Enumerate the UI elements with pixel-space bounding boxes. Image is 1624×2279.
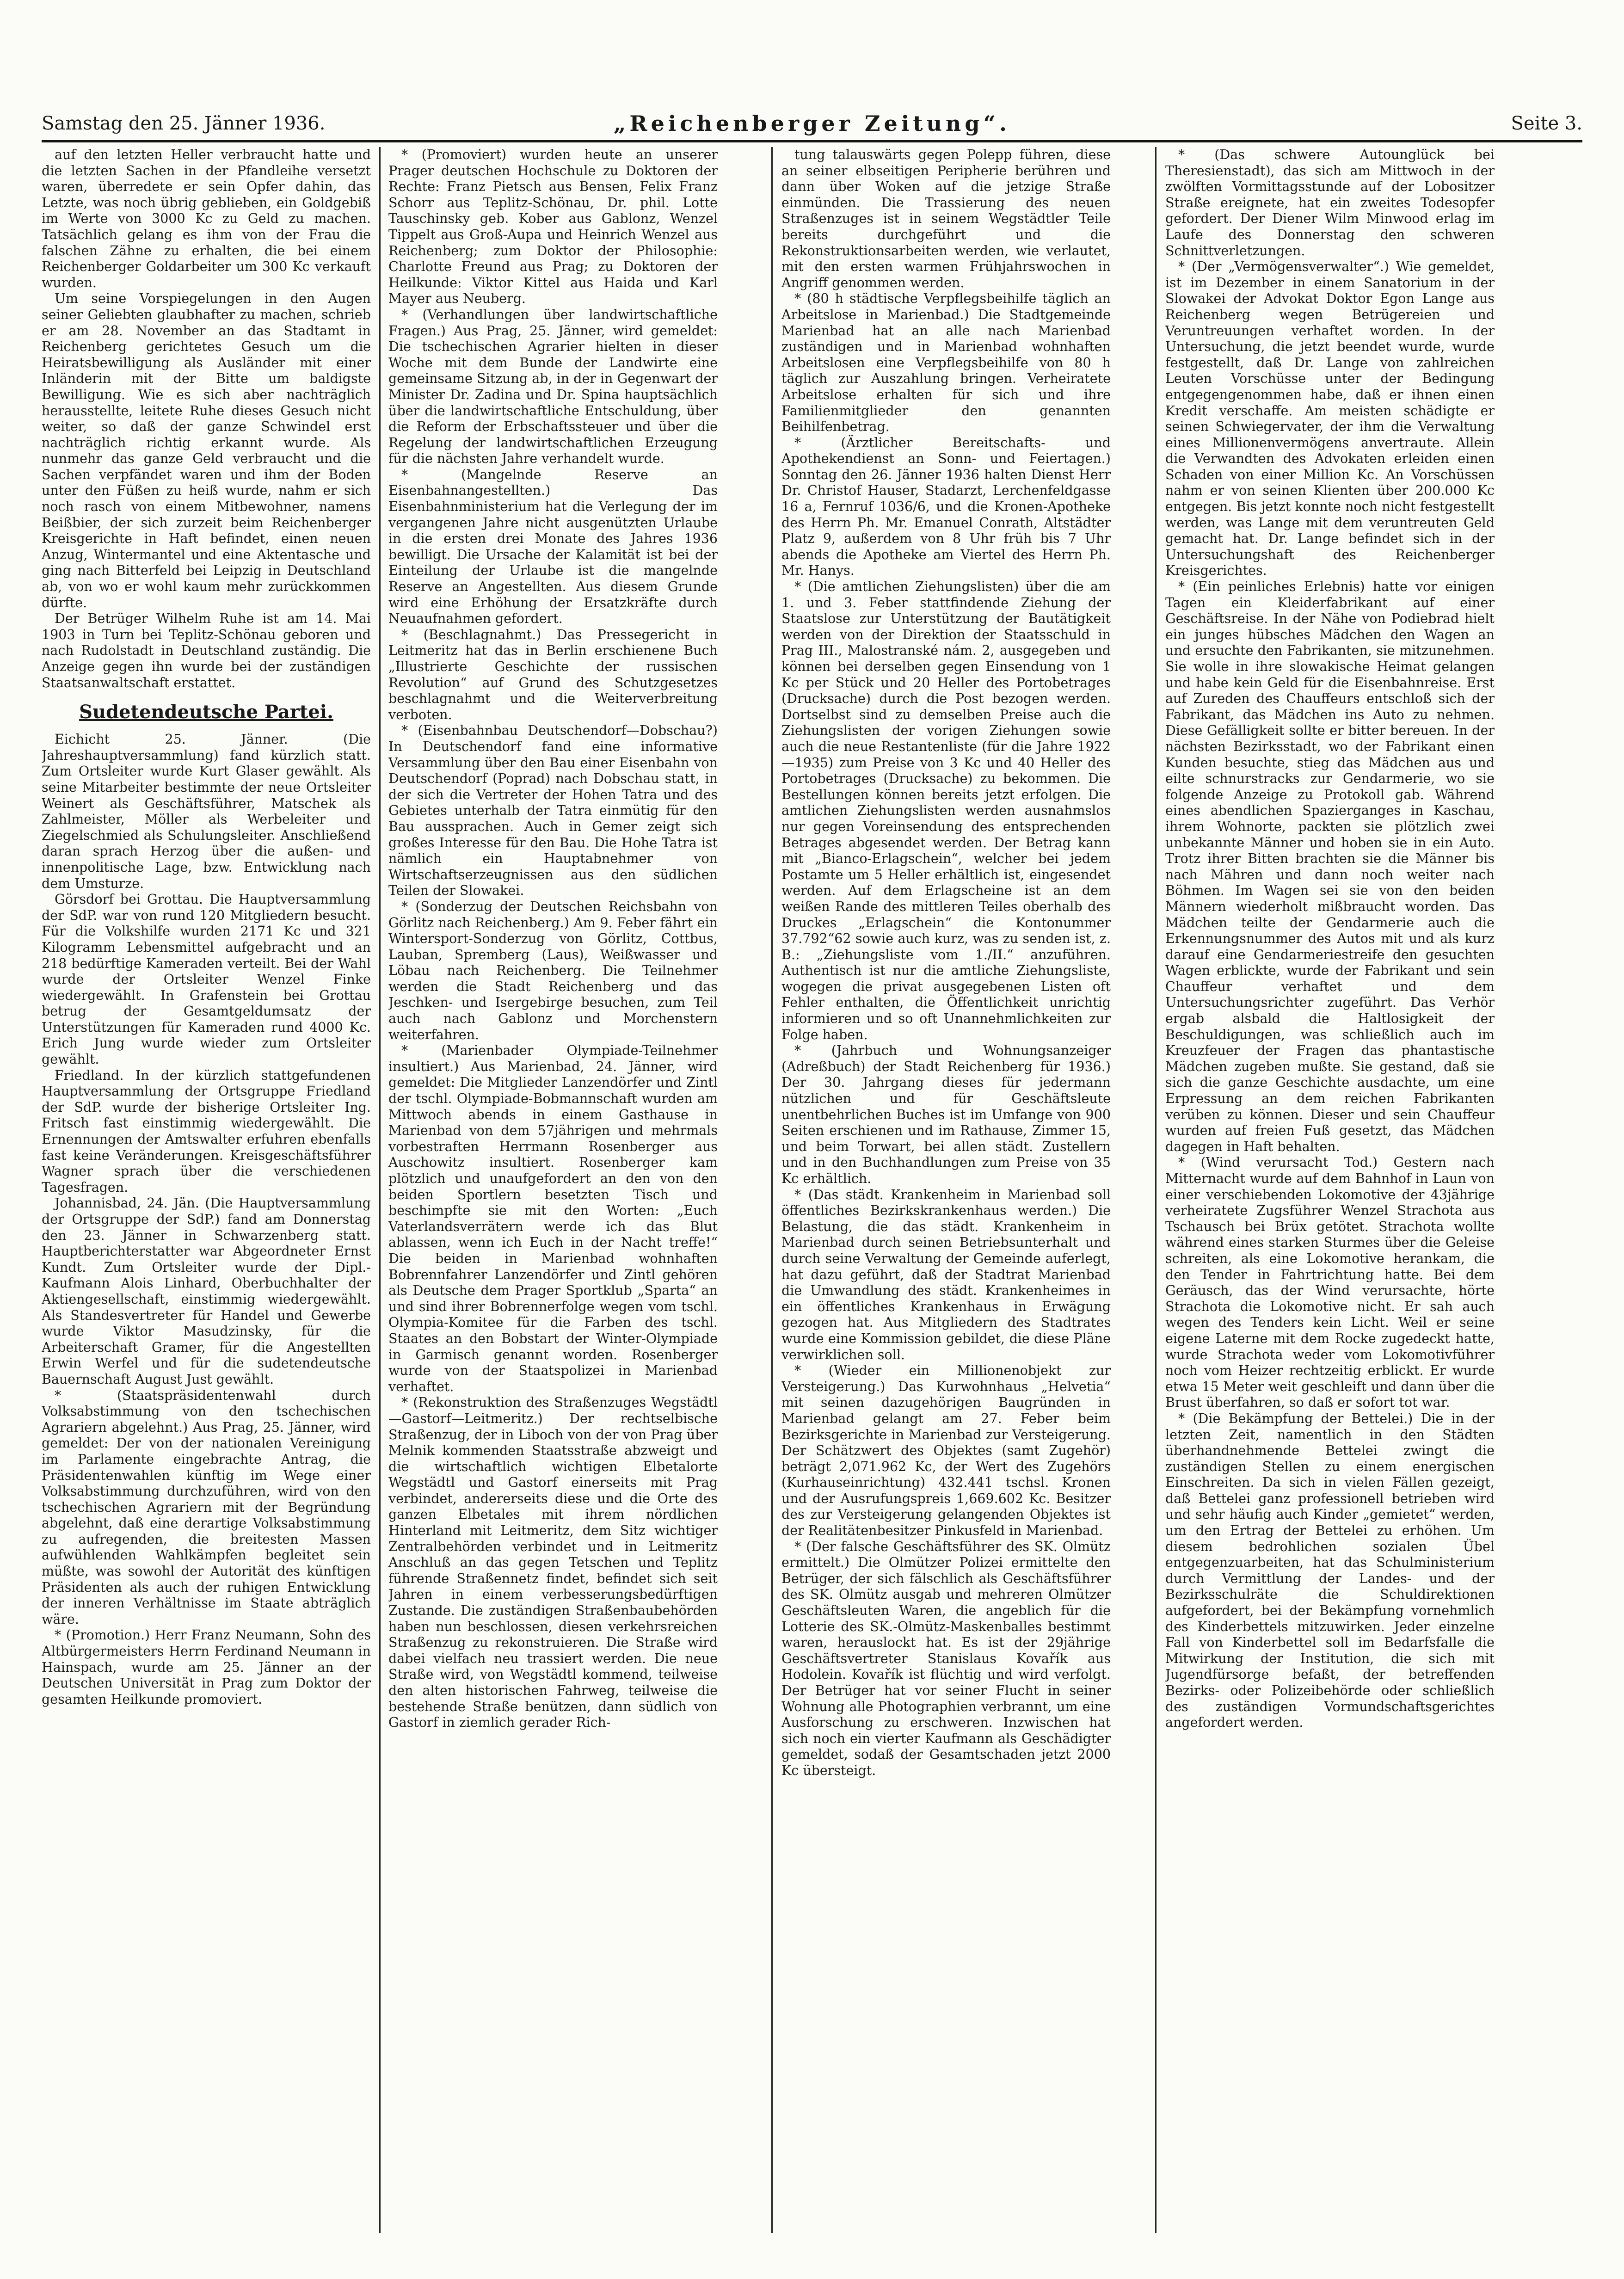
- article-paragraph: * (Ärztlicher Bereitschafts- und Apothekendienst an Sonn- und Feiertagen.) Sonntag den 26. Jänner 1936 halten Dienst Herr Dr. Christof Hauser, Stadarzt, Lerchenfeldgasse 16 a, Fernruf 1036/6, und die Kronen-Apotheke des Herrn Ph. Mr. Emanuel Conrath, Altstädter Platz 9, außerdem von 8 Uhr früh bis 7 Uhr abends die Apotheke am Viertel des Herrn Ph. Mr. Hanys.: [781, 435, 1111, 579]
- article-paragraph: * (Wind verursacht Tod.) Gestern nach Mitternacht wurde auf dem Bahnhof in Laun von einer verschiebenden Lokomotive der 43jährige verheiratete Zugsführer Wenzel Strachota aus Tschausch bei Brüx getötet. Strachota wollte während eines starken Sturmes über die Geleise schreiten, als eine Lokomotive herankam, die den Tender in Fahrtrichtung hatte. Bei dem Geräusch, das der Wind verursachte, hörte Strachota die Lokomotive nicht. Er sah auch wegen des Tenders kein Licht. Weil er seine eigene Laterne mit dem Rocke zugedeckt hatte, wurde Strachota weder vom Lokomotivführer noch vom Heizer rechtzeitig erblickt. Er wurde etwa 15 Meter weit geschleift und dann über die Brust überfahren, so daß er sofort tot war.: [1165, 1155, 1495, 1411]
- article-paragraph: Eichicht 25. Jänner. (Die Jahreshauptversammlung) fand kürzlich statt. Zum Ortsleiter wurde Kurt Glaser gewählt. Als seine Mitarbeiter bestimmte der neue Ortsleiter Weinert als Geschäftsführer, Matschek als Zahlmeister, Möller als Werbeleiter und Ziegelschmied als Schulungsleiter. Anschließend daran sprach Herzog über die außen- und innenpolitische Lage, bzw. Entwicklung nach dem Umsturze.: [42, 732, 371, 891]
- article-paragraph: * (Jahrbuch und Wohnungsanzeiger (Adreßbuch) der Stadt Reichenberg für 1936.) Der 30. Jahrgang dieses für jedermann nützlichen und für Geschäftsleute unentbehrlichen Buches ist im Umfange von 900 Seiten erschienen und im Rathause, Zimmer 15, und beim Torwart, bei allen städt. Zustellern und in den Buchhandlungen zum Preise von 35 Kc erhältlich.: [781, 1043, 1111, 1186]
- article-paragraph: * (Promoviert) wurden heute an unserer Prager deutschen Hochschule zu Doktoren der Rechte: Franz Pietsch aus Bensen, Felix Franz Schorr aus Teplitz-Schönau, Dr. phil. Lotte Tauschinsky geb. Kober aus Gablonz, Wenzel Tippelt aus Groß-Aupa und Heinrich Wenzel aus Reichenberg; zum Doktor der Philosophie: Charlotte Freund aus Prag; zu Doktoren der Heilkunde: Viktor Kittel aus Haida und Karl Mayer aus Neuberg.: [388, 147, 718, 307]
- article-paragraph: * (Mangelnde Reserve an Eisenbahnangestellten.) Das Eisenbahnministerium hat die Verlegung der im vergangenen Jahre nicht ausgenützten Urlaube in die ersten drei Monate des Jahres 1936 bewilligt. Die Ursache der Kalamität ist bei der Einteilung der Urlaube ist die mangelnde Reserve an Angestellten. Aus diesem Grunde wird eine Erhöhung der Ersatzkräfte durch Neuaufnahmen gefordert.: [388, 467, 718, 627]
- article-paragraph: * (Die Bekämpfung der Bettelei.) Die in der letzten Zeit, namentlich in den Städten überhandnehmende Bettelei zwingt die zuständigen Stellen zu einem energischen Einschreiten. Da sich in vielen Fällen gezeigt, daß Bettelei ganz professionell betrieben wird und sehr häufig auch Kinder „gemietet“ werden, um den Ertrag der Bettelei zu erhöhen. Um diesem bedrohlichen sozialen Übel entgegenzuarbeiten, hat das Schulministerium durch Vermittlung der Landes- und der Bezirksschulräte die Schuldirektionen aufgefordert, bei der Bekämpfung vornehmlich des Kinderbettels mitzuwirken. Jeder einzelne Fall von Kinderbettel soll im Bedarfsfalle die Mitwirkung der Institution, die sich mit Jugendfürsorge befaßt, der betreffenden Bezirks- oder Polizeibehörde oder schließlich des zuständigen Vormundschaftsgerichtes angefordert werden.: [1165, 1411, 1495, 1731]
- newspaper-title: „Reichenberger Zeitung“.: [613, 111, 1011, 136]
- article-paragraph: * (Promotion.) Herr Franz Neumann, Sohn des Altbürgermeisters Herrn Ferdinand Neumann in Hainspach, wurde am 25. Jänner an der Deutschen Universität in Prag zum Doktor der gesamten Heilkunde promoviert.: [42, 1627, 371, 1707]
- article-paragraph: Johannisbad, 24. Jän. (Die Hauptversammlung der Ortsgruppe der SdP.) fand am Donnerstag den 23. Jänner in Schwarzenberg statt. Hauptberichterstatter war Abgeordneter Ernst Kundt. Zum Ortsleiter wurde der Dipl.-Kaufmann Alois Linhard, Oberbuchhalter der Aktiengesellschaft, einstimmig wiedergewählt. Als Standesvertreter für Handel und Gewerbe wurde Viktor Masudzinsky, für die Arbeiterschaft Gramer, für die Angestellten Erwin Werfel und für die sudetendeutsche Bauernschaft August Just gewählt.: [42, 1195, 371, 1387]
- column-4: [1165, 147, 1495, 2233]
- page-header: [42, 107, 1582, 140]
- article-paragraph: tung talauswärts gegen Polepp führen, diese an seiner elbseitigen Peripherie berühren und dann über Woken auf die jetzige Straße einmünden. Die Trassierung des neuen Straßenzuges ist in seinem Wegstädtler Teile bereits durchgeführt und die Rekonstruktionsarbeiten werden, wie verlautet, mit den ersten warmen Frühjahrswochen in Angriff genommen werden.: [781, 147, 1111, 290]
- column-2: [388, 147, 718, 2233]
- article-paragraph: auf den letzten Heller verbraucht hatte und die letzten Sachen in der Pfandleihe versetzt waren, überredete er sein Opfer dahin, das Letzte, was noch übrig geblieben, ein Goldgebiß im Werte von 3000 Kc zu Geld zu machen. Tatsächlich gelang es ihm von der Frau die falschen Zähne zu erhalten, die bei einem Reichenberger Goldarbeiter um 300 Kc verkauft wurden.: [42, 147, 371, 290]
- column-divider: [379, 147, 381, 2233]
- article-paragraph: * (Das städt. Krankenheim in Marienbad soll öffentliches Bezirkskrankenhaus werden.) Die Belastung, die das städt. Krankenheim in Marienbad durch seinen Betriebsunterhalt und durch seine Verwaltung der Gemeinde auferlegt, hat dazu geführt, daß der Stadtrat Marienbad die Umwandlung des städt. Krankenheimes in ein öffentliches Krankenhaus in Erwägung gezogen hat. Aus Mitgliedern des Stadtrates wurde eine Kommission gebildet, die diese Pläne verwirklichen soll.: [781, 1187, 1111, 1362]
- article-paragraph: * (Das schwere Autounglück bei Theresienstadt), das sich am Mittwoch in der zwölften Vormittagsstunde auf der Lobositzer Straße ereignete, hat ein zweites Todesopfer gefordert. Der Diener Wilm Minwood erlag im Laufe des Donnerstag den schweren Schnittverletzungen.: [1165, 147, 1495, 259]
- article-paragraph: * (Der „Vermögensverwalter“.) Wie gemeldet, ist im Dezember in einem Sanatorium in der Slowakei der Advokat Doktor Egon Lange aus Reichenberg wegen Betrügereien und Veruntreuungen verhaftet worden. In der Untersuchung, die jetzt beendet wurde, wurde festgestellt, daß Dr. Lange von zahlreichen Leuten Vorschüsse unter der Bedingung entgegengenommen habe, daß er ihnen einen Kredit verschaffe. Am meisten schädigte er seinen Schwiegervater, der ihm die Verwaltung eines Millionenvermögens anvertraute. Allein die Verwandten des Advokaten erleiden einen Schaden von einer Million Kc. An Vorschüssen nahm er von seinen Klienten über 200.000 Kc entgegen. Bis jetzt konnte noch nicht festgestellt werden, was Lange mit dem veruntreuten Geld gemacht hat. Dr. Lange befindet sich in der Untersuchungshaft des Reichenberger Kreisgerichtes.: [1165, 259, 1495, 579]
- column-3: [781, 147, 1111, 2233]
- article-paragraph: * (Beschlagnahmt.) Das Pressegericht in Leitmeritz hat das in Berlin erschienene Buch „Illustrierte Geschichte der russischen Revolution“ auf Grund des Schutzgesetzes beschlagnahmt und die Weiterverbreitung verboten.: [388, 627, 718, 722]
- article-paragraph: * (Ein peinliches Erlebnis) hatte vor einigen Tagen ein Kleiderfabrikant auf einer Geschäftsreise. In der Nähe von Podiebrad hielt ein junges hübsches Mädchen den Wagen an und ersuchte den Fabrikanten, sie mitzunehmen. Sie wolle in ihre slowakische Heimat gelangen und habe kein Geld für die Eisenbahnreise. Erst auf Zureden des Chauffeurs entschloß sich der Fabrikant, das Mädchen ins Auto zu nehmen. Diese Gefälligkeit sollte er bitter bereuen. In der nächsten Bezirksstadt, wo der Fabrikant einen Kunden besuchte, stieg das Mädchen aus und eilte schnurstracks zur Gendarmerie, wo sie folgende Anzeige zu Protokoll gab. Während eines abendlichen Spazierganges in Kaschau, ihrem Wohnorte, packten sie plötzlich zwei unbekannte Männer und hoben sie in ein Auto. Trotz ihrer Bitten brachten sie die Männer bis nach Mähren und dann noch weiter nach Böhmen. Im Wagen sei sie von den beiden Männern wiederholt mißbraucht worden. Das Mädchen teilte der Gendarmerie auch die Erkennungsnummer des Autos mit und als kurz darauf eine Gendarmeriestreife den gesuchten Wagen erblickte, wurde der Fabrikant und sein Chauffeur verhaftet und dem Untersuchungsrichter zugeführt. Das Verhör ergab alsbald die Haltlosigkeit der Beschuldigungen, was schließlich auch im Kreuzfeuer der Fragen das phantastische Mädchen zugeben mußte. Sie gestand, daß sie sich die ganze Geschichte ausdachte, um eine Erpressung an dem reichen Fabrikanten verüben zu können. Dieser und sein Chauffeur wurden auf freien Fuß gesetzt, das Mädchen dagegen in Haft behalten.: [1165, 579, 1495, 1154]
- article-paragraph: Um seine Vorspiegelungen in den Augen seiner Geliebten glaubhafter zu machen, schrieb er am 28. November an das Stadtamt in Reichenberg gerichtetes Gesuch um die Heiratsbewilligung als Ausländer mit einer Inländerin mit der Bitte um baldigste Bewilligung. Wie es sich aber nachträglich herausstellte, leitete Ruhe dieses Gesuch nicht weiter, so daß der ganze Schwindel erst nachträglich richtig erkannt wurde. Als nunmehr das ganze Geld verbraucht und die Sachen verpfändet waren und ihm der Boden unter den Füßen zu heiß wurde, nahm er sich noch rasch von einem Mitbewohner, namens Beißbier, der sich zurzeit beim Reichenberger Kreisgerichte in Haft befindet, einen neuen Anzug, Wintermantel und eine Aktentasche und ging nach Bitterfeld bei Leipzig in Deutschland ab, von wo er wohl kaum mehr zurückkommen dürfte.: [42, 291, 371, 610]
- article-paragraph: * (Der falsche Geschäftsführer des SK. Olmütz ermittelt.) Die Olmützer Polizei ermittelte den Betrüger, der sich fälschlich als Geschäftsführer des SK. Olmütz ausgab und mehreren Olmützer Geschäftsleuten Waren, die angeblich für die Lotterie des SK.-Olmütz-Maskenballes bestimmt waren, herauslockt hat. Es ist der 29jährige Geschäftsvertreter Stanislaus Kovařík aus Hodolein. Kovařík ist flüchtig und wird verfolgt. Der Betrüger hat vor seiner Flucht in seiner Wohnung alle Photographien verbrannt, um eine Ausforschung zu erschweren. Inzwischen hat sich noch ein vierter Kaufmann als Geschädigter gemeldet, sodaß der Gesamtschaden jetzt 2000 Kc übersteigt.: [781, 1539, 1111, 1778]
- section-heading: Sudetendeutsche Partei.: [79, 701, 333, 723]
- article-paragraph: Der Betrüger Wilhelm Ruhe ist am 14. Mai 1903 in Turn bei Teplitz-Schönau geboren und nach Rudolstadt in Deutschland zuständig. Die Anzeige gegen ihn wurde bei der zuständigen Staatsanwaltschaft erstattet.: [42, 611, 371, 690]
- column-divider: [771, 147, 773, 2233]
- page-number: Seite 3.: [1511, 113, 1582, 134]
- article-paragraph: * (Staatspräsidentenwahl durch Volksabstimmung von den tschechischen Agrariern abgelehnt.) Aus Prag, 25. Jänner, wird gemeldet: Der von der nationalen Vereinigung im Parlamente eingebrachte Antrag, die Präsidentenwahlen künftig im Wege einer Volksabstimmung durchzuführen, wird von den tschechischen Agrariern mit der Begründung abgelehnt, daß eine derartige Volksabstimmung zu aufregenden, die breitesten Massen aufwühlenden Wahlkämpfen begleitet sein müßte, was sowohl der Autorität des künftigen Präsidenten als auch der ruhigen Entwicklung der inneren Verhältnisse im Staate abträglich wäre.: [42, 1387, 371, 1627]
- article-paragraph: * (Sonderzug der Deutschen Reichsbahn von Görlitz nach Reichenberg.) Am 9. Feber fährt ein Wintersport-Sonderzug von Görlitz, Cottbus, Lauban, Spremberg (Laus), Weißwasser und Löbau nach Reichenberg. Die Teilnehmer werden die Stadt Reichenberg und das Jeschken- und Isergebirge besuchen, zum Teil auch nach Gablonz und Morchenstern weiterfahren.: [388, 899, 718, 1042]
- article-paragraph: Friedland. In der kürzlich stattgefundenen Hauptversammlung der Ortsgruppe Friedland der SdP. wurde der bisherige Ortsleiter Ing. Fritsch fast einstimmig wiedergewählt. Die Ernennungen der Amtswalter erfuhren ebenfalls fast keine Veränderungen. Kreisgeschäftsführer Wagner sprach über die verschiedenen Tagesfragen.: [42, 1067, 371, 1195]
- article-paragraph: * (Verhandlungen über landwirtschaftliche Fragen.) Aus Prag, 25. Jänner, wird gemeldet: Die tschechischen Agrarier hielten in dieser Woche mit dem Bunde der Landwirte eine gemeinsame Sitzung ab, in der in Gegenwart der Minister Dr. Zadina und Dr. Spina hauptsächlich über die landwirtschaftliche Entschuldung, über die Reform der Erbschaftssteuer und über die Regelung der landwirtschaftlichen Erzeugung für die nächsten Jahre verhandelt wurde.: [388, 307, 718, 467]
- article-paragraph: * (Wieder ein Millionenobjekt zur Versteigerung.) Das Kurwohnhaus „Helvetia“ mit seinen dazugehörigen Baugründen in Marienbad gelangt am 27. Feber beim Bezirksgerichte in Marienbad zur Versteigerung. Der Schätzwert des Objektes (samt Zugehör) beträgt 2,071.962 Kc, der Wert des Zugehörs (Kurhauseinrichtung) 432.441 tschsl. Kronen und der Ausrufungspreis 1,669.602 Kc. Besitzer des zur Versteigerung gelangenden Objektes ist der Realitätenbesitzer Pinkusfeld in Marienbad.: [781, 1363, 1111, 1539]
- article-paragraph: * (Eisenbahnbau Deutschendorf—Dobschau?) In Deutschendorf fand eine informative Versammlung über den Bau einer Eisenbahn von Deutschendorf (Poprad) nach Dobschau statt, in der sich die Vertreter der Hohen Tatra und des Gebietes unterhalb der Tatra einmütig für den Bau aussprachen. Auch in Gemer zeigt sich großes Interesse für den Bau. Die Hohe Tatra ist nämlich ein Hauptabnehmer von Wirtschaftserzeugnissen aus den südlichen Teilen der Slowakei.: [388, 723, 718, 899]
- article-paragraph: * (Rekonstruktion des Straßenzuges Wegstädtl—Gastorf—Leitmeritz.) Der rechtselbische Straßenzug, der in Liboch von der von Prag über Melnik kommenden Staatsstraße abzweigt und die wirtschaftlich wichtigen Elbetalorte Wegstädtl und Gastorf einerseits mit Prag verbindet, andererseits diese und die Orte des ganzen Elbetales mit ihrem nördlichen Hinterland mit Leitmeritz, dem Sitz wichtiger Zentralbehörden verbindet und in Leitmeritz Anschluß an das gegen Tetschen und Teplitz führende Straßennetz findet, befindet sich seit Jahren in einem verbesserungsbedürftigen Zustande. Die zuständigen Straßenbaubehörden haben nun beschlossen, diesen verkehrsreichen Straßenzug zu rekonstruieren. Die Straße wird dabei vielfach neu trassiert werden. Die neue Straße wird, von Wegstädtl kommend, teilweise den alten historischen Fahrweg, teilweise die bestehende Straße benützen, dann südlich von Gastorf in ziemlich gerader Rich-: [388, 1395, 718, 1731]
- article-paragraph: * (Marienbader Olympiade-Teilnehmer insultiert.) Aus Marienbad, 24. Jänner, wird gemeldet: Die Mitglieder Lanzendörfer und Zintl der tschl. Olympiade-Bobmannschaft wurden am Mittwoch abends in einem Gasthause in Marienbad von dem 57jährigen und mehrmals vorbestraften Herrmann Rosenberger aus Auschowitz insultiert. Rosenberger kam plötzlich und unaufgefordert an den von den beiden Sportlern besetzten Tisch und beschimpfte sie mit den Worten: „Euch Vaterlandsverrätern werde ich das Blut ablassen, wenn ich Euch in der Nacht treffe!“ Die beiden in Marienbad wohnhaften Bobrennfahrer Lanzendörfer und Zintl gehören als Deutsche dem Prager Sportklub „Sparta“ an und sind ihrer Bobrennerfolge wegen vom tschl. Olympia-Komitee für die Farben des tschl. Staates an den Bobstart der Winter-Olympiade in Garmisch genannt worden. Rosenberger wurde von der Staatspolizei in Marienbad verhaftet.: [388, 1043, 718, 1394]
- issue-date: Samstag den 25. Jänner 1936.: [42, 113, 326, 134]
- article-paragraph: Görsdorf bei Grottau. Die Hauptversammlung der SdP. war von rund 120 Mitgliedern besucht. Für die Volkshilfe wurden 2171 Kc und 321 Kilogramm Lebensmittel aufgebracht und an 218 bedürftige Kameraden verteilt. Bei der Wahl wurde der Ortsleiter Wenzel Finke wiedergewählt. In Grafenstein bei Grottau betrug der Gesamtgeldumsatz der Unterstützungen für Kameraden rund 4000 Kc. Erich Jung wurde wieder zum Ortsleiter gewählt.: [42, 892, 371, 1067]
- article-paragraph: * (80 h städtische Verpflegsbeihilfe täglich an Arbeitslose in Marienbad.) Die Stadtgemeinde Marienbad hat an alle nach Marienbad zuständigen und in Marienbad wohnhaften Arbeitslosen eine Verpflegsbeihilfe von 80 h täglich zur Auszahlung bringen. Verheiratete Arbeitslose erhalten für sich und ihre Familienmitglieder den genannten Beihilfenbetrag.: [781, 291, 1111, 435]
- column-divider: [1155, 147, 1156, 2233]
- article-paragraph: * (Die amtlichen Ziehungslisten) über die am 1. und 3. Feber stattfindende Ziehung der Staatslose zur Unterstützung der Bautätigkeit werden von der Direktion der Staatsschuld in Prag III., Malostranské nám. 2, ausgegeben und können bei derselben gegen Einsendung von 1 Kc per Stück und 20 Heller des Portobetrages (Drucksache) durch die Post bezogen werden. Dortselbst sind zu demselben Preise auch die Ziehungslisten der vorigen Ziehungen sowie auch die neue Restantenliste (für die Jahre 1922—1935) zum Preise von 3 Kc und 40 Heller des Portobetrages (Drucksache) zu bekommen. Die Bestellungen können bereits jetzt erfolgen. Die amtlichen Ziehungslisten werden ausnahmslos nur gegen Voreinsendung des entsprechenden Betrages abgesendet werden. Der Betrag kann mit „Bianco-Erlagschein“, welcher bei jedem Postamte um 5 Heller erhältlich ist, eingesendet werden. Auf dem Erlagscheine ist an dem weißen Rande des mittleren Teiles oberhalb des Druckes „Erlagschein“ die Kontonummer 37.792“62 sowie auch kurz, was zu senden ist, z. B.: „Ziehungsliste vom 1./II.“ anzuführen. Authentisch ist nur die amtliche Ziehungsliste, wogegen die privat ausgegebenen Listen oft Fehler enthalten, die Öffentlichkeit unrichtig informieren und so oft Unannehmlichkeiten zur Folge haben.: [781, 579, 1111, 1042]
- column-1: [42, 147, 371, 2233]
- header-rule: [42, 140, 1582, 142]
